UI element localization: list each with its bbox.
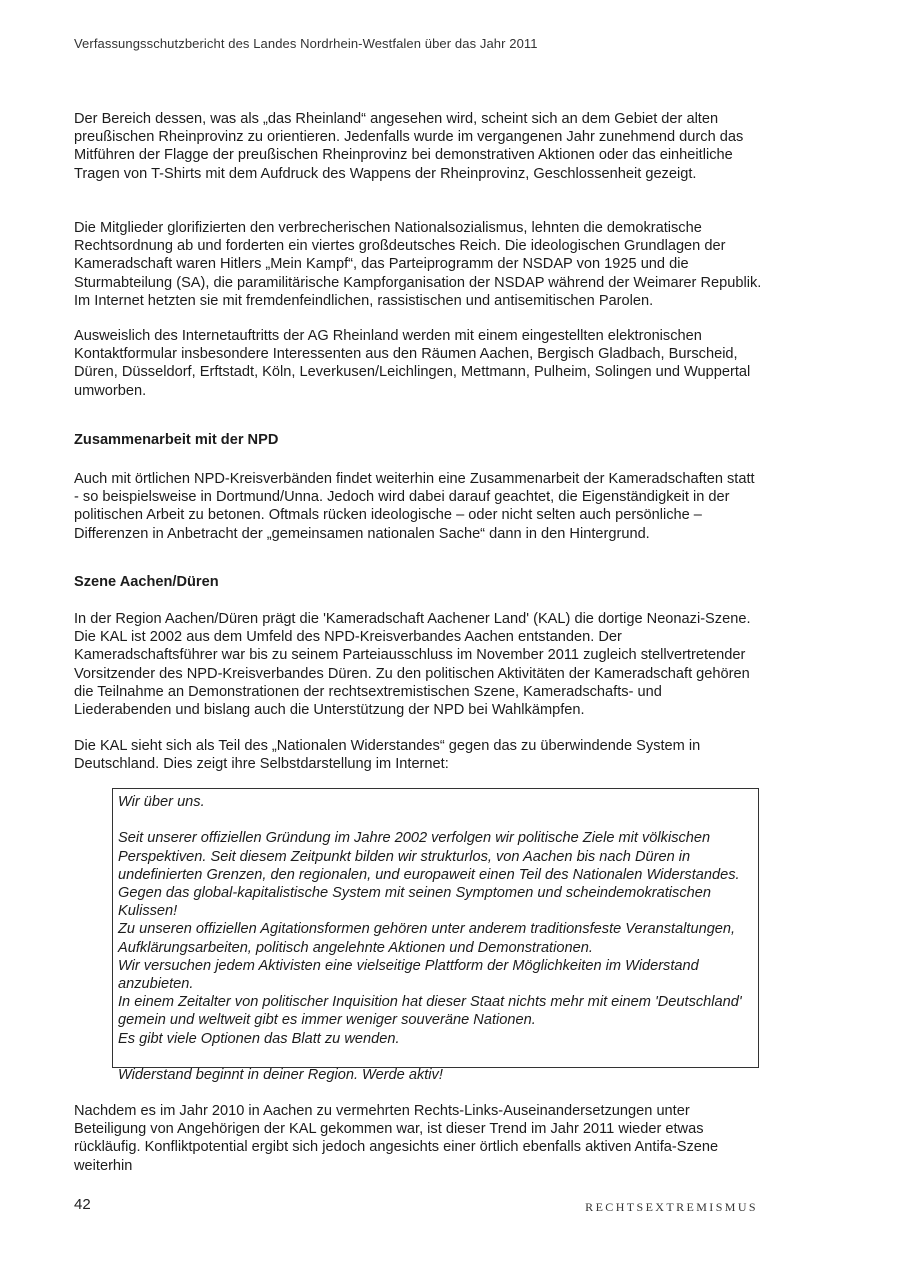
heading-zusammenarbeit-npd: Zusammenarbeit mit der NPD (74, 432, 279, 448)
self-description-quote-box (112, 788, 759, 1084)
quote-paragraph: In einem Zeitalter von politischer Inquisition hat dieser Staat nichts mehr mit einem 'Deutschland' gemein und weltweit gibt es immer weniger souveräne Nationen. (118, 994, 742, 1029)
running-header: Verfassungsschutzbericht des Landes Nordrhein-Westfalen über das Jahr 2011 (74, 36, 538, 51)
paragraph-ideologie: Die Mitglieder glorifizierten den verbrecherischen Nationalsozialismus, lehnten die demokratische Rechtsordnung ab und forderten ein viertes großdeutsches Reich. Die ideologischen Grundlagen der Kameradschaft waren Hitlers „Mein Kampf“, das Parteiprogramm der NSDAP von 1925 und die Sturmabteilung (SA), die paramilitärische Kampforganisation der NSDAP während der Weimarer Republik. Im Internet hetzten sie mit fremdenfeindlichen, rassistischen und antisemitischen Parolen. (74, 220, 762, 309)
page-number: 42 (74, 1196, 91, 1213)
paragraph-trend-2011: Nachdem es im Jahr 2010 in Aachen zu vermehrten Rechts-Links-Auseinandersetzungen unter Beteiligung von Angehörigen der KAL gekommen war, ist dieser Trend im Jahr 2011 wieder etwas rückläufig. Konfliktpotential ergibt sich jedoch angesichts einer örtlich ebenfalls aktiven Antifa-Szene weiterhin (74, 1103, 719, 1174)
quote-paragraph: Wir versuchen jedem Aktivisten eine vielseitige Plattform der Möglichkeiten im Widerstand anzubieten. (118, 957, 699, 993)
paragraph-kontaktformular: Ausweislich des Internetauftritts der AG Rheinland werden mit einem eingestellten elektronischen Kontaktformular insbesondere Interessenten aus den Räumen Aachen, Bergisch Gladbach, Burscheid, Düren, Düsseldorf, Erftstadt, Köln, Leverkusen/Leichlingen, Mettmann, Pulheim, Solingen und Wuppertal umworben. (74, 328, 751, 399)
section-label: RECHTSEXTREMISMUS (585, 1200, 758, 1214)
paragraph-kal: In der Region Aachen/Düren prägt die 'Kameradschaft Aachener Land' (KAL) die dortige Neonazi-Szene. Die KAL ist 2002 aus dem Umfeld des NPD-Kreisverbandes Aachen entstanden. Der Kameradschaftsführer war bis zu seinem Parteiausschluss im November 2011 zugleich stellvertretender Vorsitzender des NPD-Kreisverbandes Düren. Zu den politischen Aktivitäten der Kameradschaft gehören die Teilnahme an Demonstrationen der rechtsextremistischen Szene, Kameradschafts- und Liederabenden und bislang auch die Unterstützung der NPD bei Wahlkämpfen. (74, 611, 751, 719)
quote-paragraph: Seit unserer offiziellen Gründung im Jahre 2002 verfolgen wir politische Ziele mit völkischen Perspektiven. Seit diesem Zeitpunkt bilden wir strukturlos, von Aachen bis nach Düren in undefinierten Grenzen, den regionalen, und europaweit einen Teil des Nationalen Widerstandes. (118, 830, 740, 883)
quote-closing: Widerstand beginnt in deiner Region. Werde aktiv! (118, 1067, 443, 1084)
quote-paragraph: Es gibt viele Optionen das Blatt zu wenden. (118, 1030, 400, 1047)
paragraph-npd-kreisverbaende: Auch mit örtlichen NPD-Kreisverbänden findet weiterhin eine Zusammenarbeit der Kameradschaften statt - so beispielsweise in Dortmund/Unna. Jedoch wird dabei darauf geachtet, die Eigenständigkeit in der politischen Arbeit zu betonen. Oftmals rücken ideologische – oder nicht selten auch persönliche – Differenzen in Anbetracht der „gemeinsamen nationalen Sache“ dann in den Hintergrund. (74, 471, 755, 542)
heading-szene-aachen-dueren: Szene Aachen/Düren (74, 574, 219, 590)
quote-title: Wir über uns. (118, 794, 205, 810)
paragraph-rheinland: Der Bereich dessen, was als „das Rheinland“ angesehen wird, scheint sich an dem Gebiet der alten preußischen Rheinprovinz zu orientieren. Jedenfalls wurde im vergangenen Jahr zunehmend durch das Mitführen der Flagge der preußischen Rheinprovinz bei demonstrativen Aktionen oder das einheitliche Tragen von T-Shirts mit dem Aufdruck des Wappens der Rheinprovinz, Geschlossenheit gezeigt. (74, 111, 744, 182)
quote-paragraph: Zu unseren offiziellen Agitationsformen gehören unter anderem traditionsfeste Veranstaltungen, Aufklärungsarbeiten, politisch angelehnte Aktionen und Demonstrationen. (118, 921, 736, 956)
quote-paragraph: Gegen das global-kapitalistische System mit seinen Symptomen und scheindemokratischen Kulissen! (118, 885, 711, 920)
paragraph-nationaler-widerstand: Die KAL sieht sich als Teil des „Nationalen Widerstandes“ gegen das zu überwindende System in Deutschland. Dies zeigt ihre Selbstdarstellung im Internet: (74, 738, 701, 773)
